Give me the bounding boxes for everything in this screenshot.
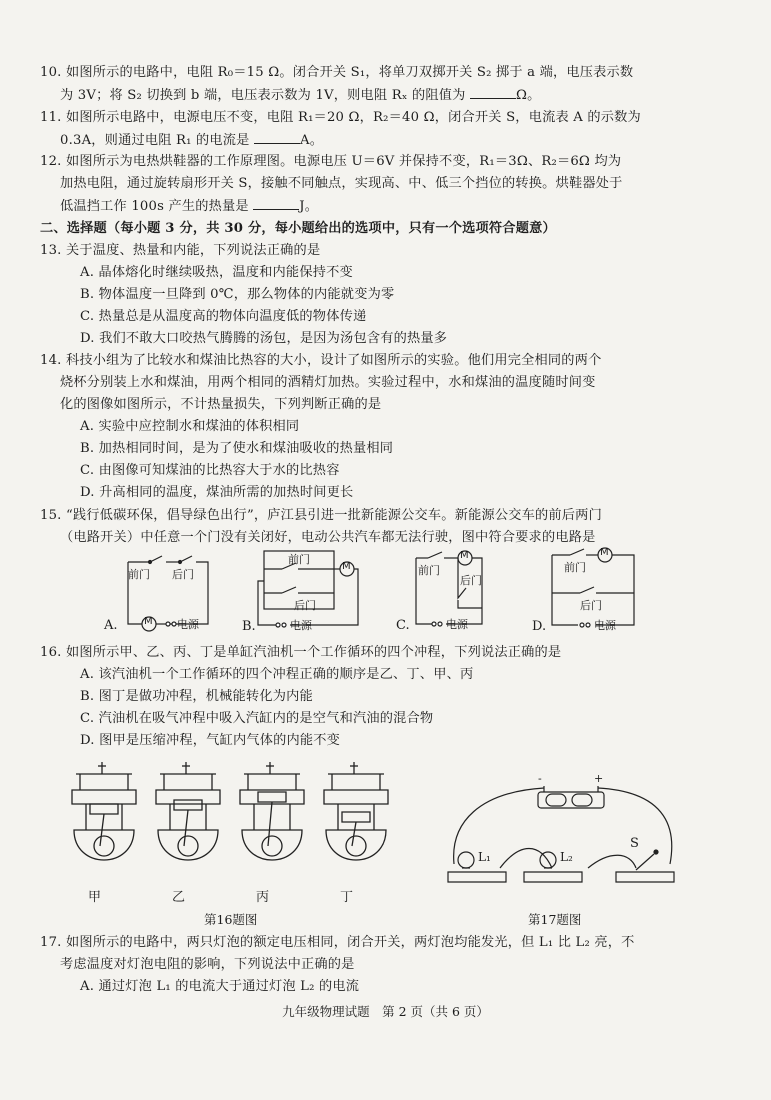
q16-stem: 16. 如图所示甲、乙、丙、丁是单缸汽油机一个工作循环的四个冲程，下列说法正确的是 [40,645,562,660]
circuit-a-label: A. [104,618,118,633]
engine-label-bing: 丙 [256,890,270,905]
q13-option-b: B. 物体温度一旦降到 0℃，那么物体的内能就变为零 [80,287,395,302]
circuit-c-back-door: 后门 [460,574,482,587]
question-10 [40,62,730,107]
q14-option-a: A. 实验中应控制水和煤油的体积相同 [80,419,300,434]
q12-line3-text: 低温挡工作 100s 产生的热量是 [60,199,249,214]
question-11 [40,107,730,152]
q17-circuit-figure [440,772,700,892]
q15-line1: 15. “践行低碳环保，倡导绿色出行”，庐江县引进一批新能源公交车。新能源公交车的前后两门 [40,508,602,523]
circuit-b-motor: M [342,561,351,572]
q11-line1: 11. 如图所示电路中，电源电压不变，电阻 R₁＝20 Ω，R₂＝40 Ω，闭合开关 S，电流表 A 的示数为 [40,110,641,125]
section-2-heading [40,218,730,240]
circuit-a-diagram [100,552,220,638]
q14-line3: 化的图像如图所示，不计热量损失，下列判断正确的是 [60,397,382,412]
q10-unit: Ω。 [515,88,541,103]
circuit-a-back-door: 后门 [172,568,194,581]
circuit-c-power: 电源 [446,618,468,631]
circuit-d-motor: M [600,547,609,558]
engine-cylinder-4 [324,762,388,860]
q17-switch-label: S [630,836,639,851]
q17-line1: 17. 如图所示的电路中，两只灯泡的额定电压相同，闭合开关，两灯泡均能发光，但 L₁ 比 L₂ 亮，不 [40,935,635,950]
engine-label-yi: 乙 [172,890,186,905]
q15-circuit-a [100,552,220,638]
q16-engine-figures [64,760,394,880]
q16-option-b: B. 图丁是做功冲程，机械能转化为内能 [80,689,313,704]
q13-option-a: A. 晶体熔化时继续吸热，温度和内能保持不变 [80,265,353,280]
q16-option-d: D. 图甲是压缩冲程，气缸内气体的内能不变 [80,733,341,748]
q12-unit: J。 [299,199,319,214]
q11-unit: A。 [299,133,324,148]
engine-label-ding: 丁 [340,890,354,905]
circuit-d-label: D. [532,619,547,634]
circuit-c-label: C. [396,618,410,633]
engine-cylinder-1 [72,762,136,860]
q15-circuit-d [532,545,656,638]
q11-answer-blank [254,129,300,144]
q17-option-a: A. 通过灯泡 L₁ 的电流大于通过灯泡 L₂ 的电流 [80,979,360,994]
circuit-a-power: 电源 [177,618,199,631]
question-16 [40,642,730,752]
circuit-b-label: B. [242,619,256,634]
engine-cylinder-2 [156,762,220,860]
q17-bulb-l1-label: L₁ [478,850,491,864]
q14-line2: 烧杯分别装上水和煤油，用两个相同的酒精灯加热。实验过程中，水和煤油的温度随时间变 [60,375,596,390]
q16-figure-caption: 第16题图 [204,912,258,927]
circuit-a-motor: M [144,616,153,627]
q14-line1: 14. 科技小组为了比较水和煤油比热容的大小，设计了如图所示的实验。他们用完全相同的两个 [40,353,602,368]
page-footer: 九年级物理试题 第 2 页（共 6 页） [282,1004,489,1019]
q10-line2 [40,84,730,107]
q15-circuit-b [242,545,368,638]
q17-minus-label: - [538,772,542,785]
q13-stem: 13. 关于温度、热量和内能，下列说法正确的是 [40,243,321,258]
circuit-c-motor: M [460,550,469,561]
question-13 [40,240,730,350]
q14-option-c: C. 由图像可知煤油的比热容大于水的比热容 [80,463,340,478]
circuit-a-front-door: 前门 [128,568,150,581]
circuit-c-front-door: 前门 [418,564,440,577]
q15-line2: （电路开关）中任意一个门没有关闭好，电动公共汽车都无法行驶，图中符合要求的电路是 [60,530,596,545]
circuit-b-front-door: 前门 [288,553,310,566]
q11-line2 [40,129,730,152]
q12-answer-blank [253,195,299,210]
q10-line2-text: 为 3V；将 S₂ 切换到 b 端，电压表示数为 1V，则电阻 Rₓ 的阻值为 [60,88,466,103]
question-15 [40,505,730,549]
q11-line2-text: 0.3A，则通过电阻 R₁ 的电流是 [60,133,250,148]
q13-option-d: D. 我们不敢大口咬热气腾腾的汤包，是因为汤包含有的热量多 [80,331,448,346]
q15-circuit-c [398,548,508,638]
q13-option-c: C. 热量总是从温度高的物体向温度低的物体传递 [80,309,367,324]
q12-line2: 加热电阻，通过旋转扇形开关 S，接触不同触点，实现高、中、低三个挡位的转换。烘鞋器处于 [60,176,623,191]
q17-circuit-diagram [440,772,700,892]
circuit-b-back-door: 后门 [294,599,316,612]
circuit-d-back-door: 后门 [580,599,602,612]
question-17 [40,932,730,998]
q12-line3 [40,195,730,218]
circuit-b-power: 电源 [290,619,312,632]
circuit-d-power: 电源 [594,619,616,632]
q14-option-d: D. 升高相同的温度，煤油所需的加热时间更长 [80,485,354,500]
q10-answer-blank [470,84,516,99]
engine-cylinder-3 [240,762,304,860]
q17-figure-caption: 第17题图 [528,912,582,927]
circuit-d-front-door: 前门 [564,561,586,574]
q17-plus-label: + [594,772,604,785]
section-2-title: 二、选择题（每小题 3 分，共 30 分，每小题给出的选项中，只有一个选项符合题意） [40,221,556,236]
q16-option-a: A. 该汽油机一个工作循环的四个冲程正确的顺序是乙、丁、甲、丙 [80,667,474,682]
q14-option-b: B. 加热相同时间，是为了使水和煤油吸收的热量相同 [80,441,394,456]
question-12 [40,151,730,218]
q17-bulb-l2-label: L₂ [560,850,573,864]
question-14 [40,350,730,504]
q10-line1: 10. 如图所示的电路中，电阻 R₀＝15 Ω。闭合开关 S₁，将单刀双掷开关 S₂ 掷于 a 端，电压表示数 [40,65,634,80]
q16-option-c: C. 汽油机在吸气冲程中吸入汽缸内的是空气和汽油的混合物 [80,711,434,726]
engine-strokes-diagram [64,760,394,880]
q12-line1: 12. 如图所示为电热烘鞋器的工作原理图。电源电压 U＝6V 并保持不变，R₁＝3Ω、R₂＝6Ω 均为 [40,154,622,169]
engine-label-jia: 甲 [88,890,102,905]
q17-line2: 考虑温度对灯泡电阻的影响，下列说法中正确的是 [60,957,355,972]
